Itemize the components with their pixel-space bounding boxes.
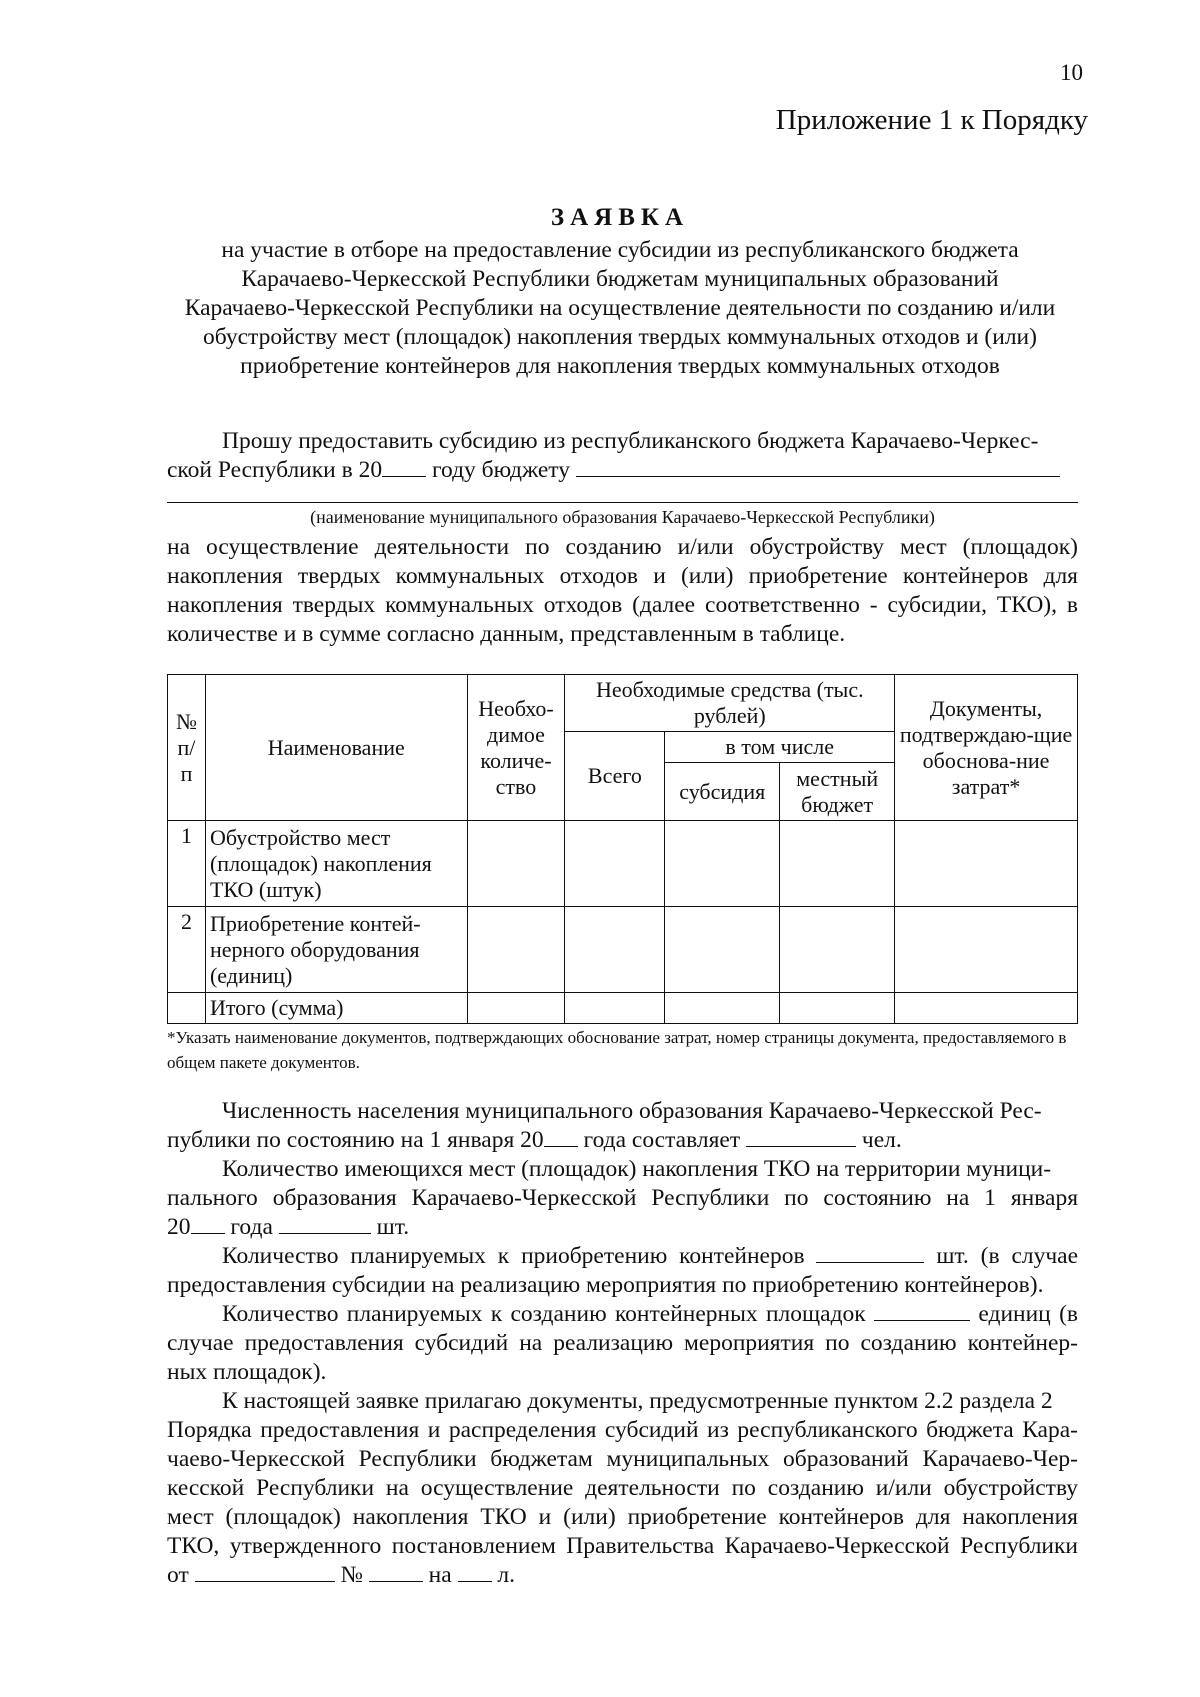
row-subsidy-cell[interactable]: [665, 907, 780, 993]
page-number: 10: [1060, 60, 1083, 85]
population-year-blank[interactable]: [544, 1126, 578, 1147]
existing-year-blank[interactable]: [191, 1213, 225, 1234]
existing-year-label: 20: [167, 1214, 191, 1240]
existing-count-blank[interactable]: [279, 1213, 371, 1234]
table-row-total: [168, 993, 1078, 1024]
containers-unit: шт. (в случае: [936, 1243, 1079, 1269]
table-row: [168, 907, 1078, 993]
row-num: [168, 993, 206, 1024]
document-title: ЗАЯВКА: [550, 204, 690, 231]
row-name: Обустройство мест (площадок) накопления ТКО (штук): [205, 821, 467, 907]
subtitle-line: Карачаево-Черкесской Республики бюджетам муниципальных образований: [241, 266, 999, 292]
attach-number-sign: №: [340, 1562, 363, 1588]
header-funds: Необходимые средства (тыс. рублей): [565, 675, 895, 732]
request-line-1: Прошу предоставить субсидию из республиканского бюджета Карачаево-Черкес-: [222, 428, 1039, 454]
attach-date-blank[interactable]: [195, 1561, 335, 1582]
table-row: [168, 821, 1078, 907]
population-unit: чел.: [861, 1127, 902, 1153]
containers-line-2: предоставления субсидии на реализацию мероприятия по приобретению контейнеров).: [167, 1272, 1044, 1298]
row-num: 2: [168, 907, 206, 993]
sites-line-3: ных площадок).: [167, 1359, 327, 1385]
population-date-label: публики по состоянию на 1 января 20: [167, 1127, 544, 1153]
attach-number-blank[interactable]: [369, 1561, 423, 1582]
population-count-blank[interactable]: [746, 1126, 856, 1147]
row-subsidy-cell[interactable]: [665, 993, 780, 1024]
existing-line-1: Количество имеющихся мест (площадок) накопления ТКО на территории муници-: [222, 1156, 1052, 1182]
sites-label: Количество планируемых к созданию контейнерных площадок: [222, 1301, 866, 1327]
existing-line-3: [167, 1213, 409, 1242]
attach-from-label: от: [167, 1562, 189, 1588]
header-name: Наименование: [205, 675, 467, 821]
row-quantity-cell[interactable]: [467, 821, 565, 907]
row-quantity-cell[interactable]: [467, 993, 565, 1024]
header-quantity: Необхо-димое количе-ство: [467, 675, 565, 821]
containers-line-1: [222, 1242, 1078, 1271]
title-block: [140, 204, 1100, 381]
row-docs-cell[interactable]: [895, 907, 1078, 993]
row-docs-cell[interactable]: [895, 821, 1078, 907]
attach-line-7: [167, 1561, 515, 1590]
appendix-label: Приложение 1 к Порядку: [775, 104, 1088, 136]
year-blank[interactable]: [382, 456, 426, 477]
sites-count-blank[interactable]: [874, 1300, 970, 1321]
existing-year-word: года: [230, 1214, 273, 1240]
row-num: 1: [168, 821, 206, 907]
funds-table: [167, 674, 1078, 1024]
attach-line-6: ТКО, утвержденного постановлением Правительства Карачаево-Черкесской Республики: [167, 1533, 1078, 1559]
sites-line-2: случае предоставления субсидий на реализацию мероприятия по созданию контейнер-: [167, 1330, 1078, 1356]
row-local-cell[interactable]: [780, 821, 895, 907]
request-body-line: накопления твердых коммунальных отходов (далее соответственно - субсидии, ТКО), в: [167, 592, 1078, 618]
request-body-line: на осуществление деятельности по созданию и/или обустройству мест (площадок): [167, 534, 1078, 560]
request-line-2: [167, 456, 1060, 485]
subtitle-line: обустройству мест (площадок) накопления твердых коммунальных отходов и (или): [203, 324, 1037, 350]
attach-line-3: чаево-Черкесской Республики бюджетам муниципальных образований Карачаево-Чер-: [167, 1446, 1078, 1472]
header-num: № п/п: [168, 675, 206, 821]
table-footnote: *Указать наименование документов, подтверждающих обоснование затрат, номер страницы документа, предоставляемого в общем пакете документов.: [167, 1028, 1067, 1072]
municipality-blank[interactable]: [576, 456, 1060, 477]
attach-line-1: К настоящей заявке прилагаю документы, предусмотренные пунктом 2.2 раздела 2: [222, 1388, 1053, 1414]
row-subsidy-cell[interactable]: [665, 821, 780, 907]
row-total-cell[interactable]: [565, 821, 665, 907]
existing-line-2: пального образования Карачаево-Черкесской Республики по состоянию на 1 января: [167, 1185, 1078, 1211]
attach-line-2: Порядка предоставления и распределения субсидий из республиканского бюджета Кара-: [167, 1417, 1078, 1443]
sites-line-1: [222, 1300, 1078, 1329]
row-total-cell[interactable]: [565, 993, 665, 1024]
row-local-cell[interactable]: [780, 907, 895, 993]
row-docs-cell[interactable]: [895, 993, 1078, 1024]
header-including: в том числе: [665, 732, 895, 763]
existing-unit: шт.: [376, 1214, 410, 1240]
municipality-caption: (наименование муниципального образования Карачаево-Черкесской Республики): [310, 507, 935, 527]
row-local-cell[interactable]: [780, 993, 895, 1024]
row-quantity-cell[interactable]: [467, 907, 565, 993]
header-documents: Документы, подтверждаю-щие обоснова-ние затрат*: [895, 675, 1078, 821]
population-line-2: [167, 1126, 902, 1155]
containers-label: Количество планируемых к приобретению контейнеров: [222, 1243, 805, 1269]
attach-line-4: кесской Республики на осуществление деятельности по созданию и/или обустройству: [167, 1475, 1078, 1501]
header-subsidy: субсидия: [665, 763, 780, 821]
subtitle-line: на участие в отборе на предоставление субсидии из республиканского бюджета: [221, 237, 1019, 263]
municipality-blank-line[interactable]: [167, 502, 1078, 503]
row-total-cell[interactable]: [565, 907, 665, 993]
containers-count-blank[interactable]: [816, 1242, 924, 1263]
row-name: Итого (сумма): [205, 993, 467, 1024]
row-name: Приобретение контей-нерного оборудования (единиц): [205, 907, 467, 993]
request-year-label: ской Республики в 20: [167, 457, 383, 483]
request-body-line: количестве и в сумме согласно данным, представленным в таблице.: [167, 621, 846, 647]
sites-unit: единиц (в: [978, 1301, 1079, 1327]
attach-pages-blank[interactable]: [458, 1561, 492, 1582]
header-local-budget: местный бюджет: [780, 763, 895, 821]
population-line-1: Численность населения муниципального образования Карачаево-Черкесской Рес-: [222, 1098, 1042, 1124]
attach-pages-unit: л.: [497, 1562, 516, 1588]
subtitle-line: приобретение контейнеров для накопления твердых коммунальных отходов: [240, 353, 1000, 379]
attach-on-label: на: [428, 1562, 452, 1588]
attach-line-5: мест (площадок) накопления ТКО и (или) приобретение контейнеров для накопления: [167, 1504, 1078, 1530]
population-amount-label: года составляет: [583, 1127, 741, 1153]
request-budget-label: году бюджету: [431, 457, 571, 483]
request-body-line: накопления твердых коммунальных отходов и (или) приобретение контейнеров для: [167, 563, 1078, 589]
subtitle-line: Карачаево-Черкесской Республики на осуществление деятельности по созданию и/или: [184, 295, 1056, 321]
header-total: Всего: [565, 732, 665, 821]
